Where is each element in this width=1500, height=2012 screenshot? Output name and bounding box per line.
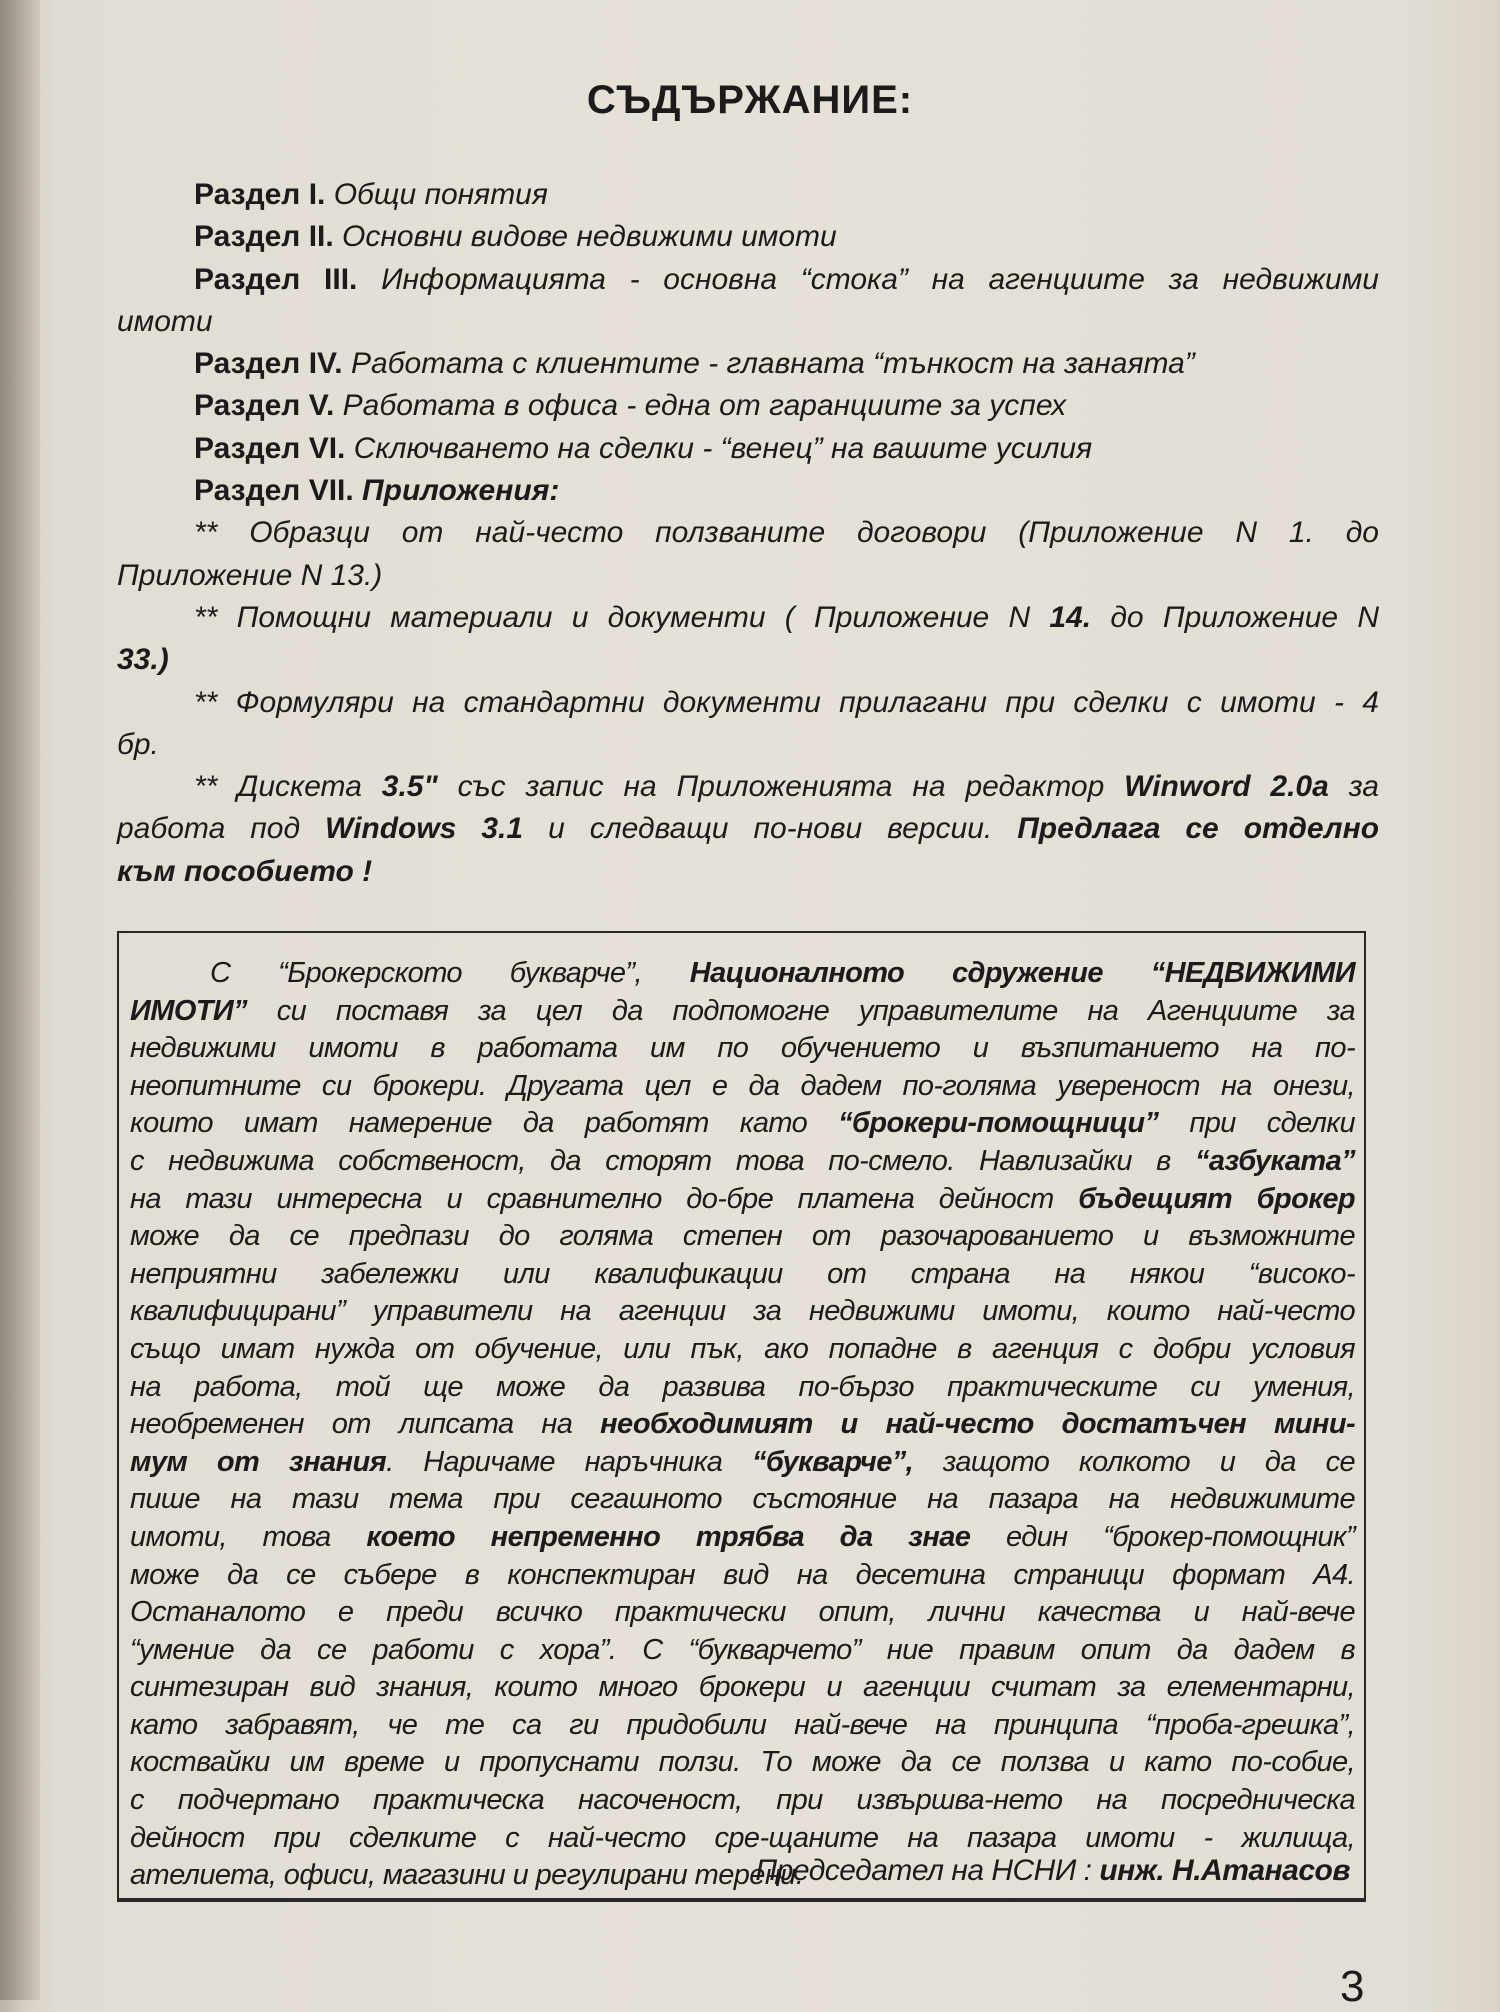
foreword-line	[130, 1369, 1355, 1407]
text-run: 3.5"	[381, 770, 438, 804]
text-run: недвижими имоти в работата им по обучението и възпитанието на по-	[130, 1032, 1355, 1065]
toc-line	[117, 682, 1379, 724]
toc-line	[117, 301, 1379, 343]
text-run: защото колкото и да се	[913, 1445, 1355, 1478]
text-run: Раздел II.	[194, 220, 343, 254]
text-run: си поставя за цел да подпомогне управителите на Агенциите за	[247, 994, 1355, 1027]
text-run: имоти, това	[130, 1520, 367, 1553]
text-run: неприятни забележки или квалификации от страна на някои “високо-	[130, 1257, 1355, 1290]
foreword-line	[130, 1632, 1355, 1670]
foreword-text	[130, 955, 1355, 1895]
text-run: бр.	[117, 727, 159, 761]
text-run: един “брокер-помощник”	[970, 1520, 1355, 1553]
text-run: което непременно трябва да знае	[366, 1520, 971, 1553]
foreword-line	[130, 1181, 1355, 1219]
text-run: ** Дискета	[194, 770, 382, 804]
text-run: “букварче”,	[752, 1445, 914, 1478]
text-run: Останалото е преди всичко практически опит, лични качества и най-вече	[130, 1596, 1355, 1629]
text-run: синтезиран вид знания, които много брокери и агенции считат за елементарни,	[130, 1671, 1355, 1704]
foreword-line	[130, 1293, 1355, 1331]
text-run: Раздел III.	[194, 262, 382, 296]
foreword-line	[130, 1331, 1355, 1369]
text-run: Националното сдружение “НЕДВИЖИМИ	[689, 957, 1355, 989]
toc-line	[117, 343, 1379, 385]
text-run: Основни видове недвижими имоти	[342, 220, 837, 254]
text-run: като забравят, че те са ги придобили най-вече на принципа “проба-грешка”,	[130, 1708, 1355, 1741]
text-run: коствайки им време и пропуснати ползи. То може да се ползва и като по-собие,	[130, 1746, 1355, 1779]
foreword-line	[130, 1030, 1355, 1068]
toc-line	[117, 428, 1379, 470]
foreword-line	[130, 1256, 1355, 1294]
text-run: мум от знания	[130, 1445, 387, 1478]
foreword-line	[130, 1557, 1355, 1595]
toc-line	[117, 851, 1379, 893]
text-run: “умение да се работи с хора”. С “букварчето” ние правим опит да дадем в	[130, 1633, 1355, 1666]
text-run: при сделки	[1158, 1107, 1355, 1140]
text-run: на работа, той ще може да развива по-бързо практическите си умения,	[130, 1370, 1355, 1403]
text-run: Раздел VII.	[194, 474, 363, 508]
text-run: “брокери-помощници”	[838, 1107, 1159, 1140]
text-run: квалифицирани” управители на агенции за недвижими имоти, които най-често	[130, 1295, 1355, 1328]
text-run: С “Брокерското букварче”,	[210, 957, 690, 989]
text-run: дейност при сделките с най-често сре-щаните на пазара имоти - жилища,	[130, 1821, 1355, 1854]
text-run: и следващи по-нови версии.	[523, 812, 1018, 846]
text-run: 33.)	[117, 643, 169, 677]
foreword-line	[130, 1218, 1355, 1256]
text-run: Windows 3.1	[325, 812, 524, 846]
text-run: със запис на Приложенията на редактор	[437, 770, 1125, 804]
text-run: бъдещият брокер	[1078, 1182, 1355, 1215]
text-run: които имат намерение да работят като	[130, 1107, 839, 1140]
text-run: необходимият и най-често достатъчен мини-	[600, 1408, 1356, 1441]
text-run: Раздел VI.	[194, 431, 354, 465]
signature	[755, 1854, 1350, 1888]
signature-role: Председател на НСНИ :	[755, 1854, 1092, 1887]
text-run: Сключването на сделки - “венец” на вашите усилия	[353, 431, 1093, 465]
text-run: Winword 2.0a	[1124, 770, 1329, 804]
text-run: Раздел IV.	[194, 347, 351, 381]
text-run: Предлага се отделно	[1017, 812, 1380, 846]
text-run: 14.	[1049, 600, 1092, 634]
foreword-line	[130, 1406, 1355, 1444]
toc-line	[117, 555, 1379, 597]
text-run: Работата с клиентите - главната “тънкост на занаята”	[350, 347, 1195, 381]
text-run: Информацията - основна “стока” на агенциите за недвижими	[381, 262, 1379, 296]
text-run: на тази интересна и сравнително до-бре платена дейност	[130, 1182, 1079, 1215]
foreword-line	[130, 1594, 1355, 1632]
foreword-line	[130, 1481, 1355, 1519]
foreword-line	[130, 1744, 1355, 1782]
foreword-line	[130, 1068, 1355, 1106]
text-run: необременен от липсата на	[130, 1408, 601, 1441]
toc-line	[117, 216, 1379, 258]
text-run: Раздел I.	[194, 178, 334, 211]
toc-line	[117, 766, 1379, 808]
text-run: към пособието !	[117, 854, 373, 888]
text-run: Работата в офиса - една от гаранциите за успех	[342, 389, 1067, 423]
text-run: може да се предпази до голяма степен от разочарованието и възможните	[130, 1220, 1355, 1253]
text-run: Раздел V.	[194, 389, 343, 423]
foreword-line	[130, 1707, 1355, 1745]
text-run: до Приложение N	[1091, 600, 1379, 634]
toc-line	[117, 724, 1379, 766]
text-run: Приложения:	[362, 474, 560, 508]
text-run: за	[1328, 770, 1379, 804]
foreword-line	[130, 1820, 1355, 1858]
text-run: може да се събере в конспектиран вид на десетина страници формат А4.	[130, 1558, 1355, 1591]
page-number: 3	[1340, 1962, 1365, 2011]
text-run: “азбуката”	[1195, 1144, 1355, 1177]
text-run: ИМОТИ”	[130, 994, 248, 1027]
foreword-line	[130, 1782, 1355, 1820]
table-of-contents	[117, 174, 1379, 893]
foreword-box	[117, 931, 1366, 1902]
foreword-line	[130, 993, 1355, 1031]
foreword-line	[130, 1519, 1355, 1557]
signature-name: инж. Н.Атанасов	[1099, 1854, 1350, 1887]
book-spine-shadow	[0, 0, 40, 2000]
text-run: ** Образци от най-често ползваните договори (Приложение N 1. до	[194, 516, 1379, 550]
toc-line	[117, 174, 1379, 216]
text-run: пише на тази тема при сегашното състояние на пазара на недвижимите	[130, 1483, 1355, 1516]
page-title: СЪДЪРЖАНИЕ:	[586, 78, 914, 122]
foreword-line	[130, 955, 1355, 993]
toc-line	[117, 259, 1379, 301]
text-run: ателиета, офиси, магазини и регулирани терени.	[130, 1859, 804, 1892]
text-run: с недвижима собственост, да сторят това по-смело. Навлизайки в	[130, 1144, 1195, 1177]
toc-line	[117, 512, 1379, 554]
toc-line	[117, 639, 1379, 681]
toc-line	[117, 385, 1379, 427]
text-run: Приложение N 13.)	[117, 558, 383, 592]
foreword-line	[130, 1105, 1355, 1143]
text-run: Общи понятия	[333, 178, 548, 211]
toc-line	[117, 808, 1379, 850]
text-run: имоти	[117, 304, 213, 338]
text-run: също имат нужда от обучение, или пък, ако попадне в агенция с добри условия	[130, 1332, 1355, 1365]
text-run: работа под	[117, 812, 326, 846]
text-run: ** Формуляри на стандартни документи прилагани при сделки с имоти - 4	[194, 685, 1379, 719]
foreword-line	[130, 1669, 1355, 1707]
text-run: ** Помощни материали и документи ( Приложение N	[194, 600, 1050, 634]
text-run: неопитните си брокери. Другата цел е да дадем по-голяма увереност на онези,	[130, 1069, 1355, 1102]
toc-line	[117, 470, 1379, 512]
foreword-line	[130, 1143, 1355, 1181]
text-run: с подчертано практическа насоченост, при извършва-нето на посредническа	[130, 1784, 1355, 1817]
foreword-line	[130, 1444, 1355, 1482]
toc-line	[117, 597, 1379, 639]
text-run: . Наричаме наръчника	[386, 1445, 752, 1478]
